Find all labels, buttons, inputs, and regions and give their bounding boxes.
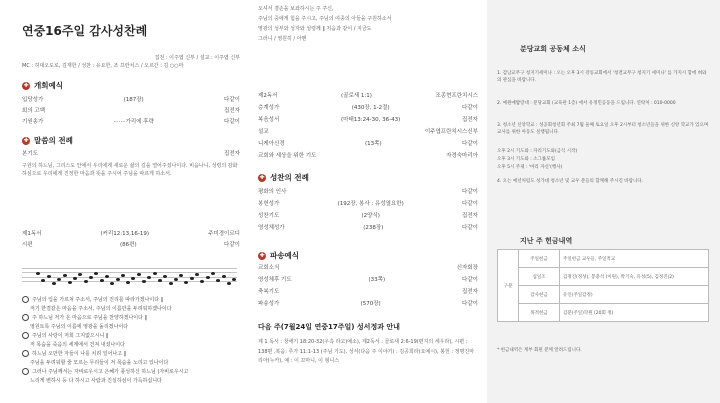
dismissal-row-detail	[279, 288, 462, 297]
response-text: 저 목숨을 죽음의 세계에서 건져 내셨나이다	[30, 342, 125, 348]
note-mark	[227, 282, 231, 285]
fund-title: 지난 주 헌금내역	[520, 237, 573, 245]
liturgy-row-detail	[269, 128, 425, 137]
eucharist-row-label: 성찬기도	[258, 213, 280, 219]
circle-icon	[22, 332, 29, 339]
eucharist-row-leader: 집전자	[462, 213, 478, 219]
credits	[22, 54, 240, 70]
eucharist-row-detail	[286, 188, 462, 197]
fund-table	[497, 249, 709, 322]
liturgy-row-leader: 조종현프란치시스	[435, 93, 478, 99]
note-mark	[174, 278, 178, 281]
page-title: 연중16주일 감사성찬례	[22, 24, 148, 38]
reading-row	[22, 241, 240, 250]
fund-footnote: * 헌금내역은 계부 회원 분께 알려드립니다.	[497, 348, 582, 353]
psalm-responses	[22, 296, 240, 386]
dismissal-row-detail	[279, 264, 456, 273]
dismissal-row	[258, 264, 478, 273]
reading-row-detail: (커리12:13,16-19)	[100, 231, 150, 237]
response-line	[22, 314, 240, 323]
fund-category: 감사헌금	[519, 286, 560, 304]
liturgy-row-leader: 다같이	[462, 141, 478, 147]
eucharist-row	[258, 200, 478, 209]
response-text: 주님을 두려워할 줄 모르는 무리들이 저 목숨을 노리고 있나이다	[30, 360, 169, 366]
opening-row-detail	[45, 107, 224, 116]
eucharist-row-label: 평화의 인사	[258, 189, 287, 195]
note-mark	[52, 282, 56, 285]
response-line	[22, 377, 240, 386]
response-text: 주 하느님 저가 온 마음으로 주님을 찬양하겠나이다 ‖	[32, 315, 148, 321]
fund-donors: 유인(주일감정)	[560, 286, 709, 304]
liturgy-row-label: 니케아신경	[258, 141, 285, 147]
liturgy-row-detail: (430장, 1-2절)	[351, 105, 390, 111]
note-mark	[100, 279, 104, 282]
note-mark	[63, 274, 67, 277]
liturgy-row-detail	[316, 152, 446, 161]
reading-row-leader: 다같이	[224, 242, 240, 248]
fund-row	[498, 268, 709, 286]
notice-item: 오후 3시 기도와 : 소그룹모임	[497, 157, 555, 162]
fund-donors: 김분(주일)학원 (20회 정)	[560, 304, 709, 322]
response-line	[22, 323, 240, 332]
liturgy-row-leader: 집전자	[462, 117, 478, 123]
dismissal-row-leader: 다같이	[462, 301, 478, 307]
collect-row	[22, 150, 240, 159]
fund-donors: 김정진(정성), 봉충석 (이원), 박기숙, 유성(5), 김정진(2)	[560, 268, 709, 286]
next-week-title: 다음 주(7월24일 연중17주일) 성서정과 안내	[258, 323, 400, 331]
fund-row	[498, 286, 709, 304]
credits-line2: MC : 허대오도로, 김재한 / 성찬 : 유요한, 조 프란치스 / 오르간 : 김 ○○마	[22, 63, 184, 69]
note-mark	[153, 272, 157, 275]
note-mark	[137, 273, 141, 276]
opening-row-detail: (187장)	[123, 97, 144, 103]
response-line	[22, 341, 240, 350]
eucharist-row-leader: 다같이	[462, 201, 478, 207]
liturgy-row-detail: (13쪽)	[365, 141, 382, 147]
note-mark	[142, 280, 146, 283]
eucharist-row-detail: (2양식)	[361, 213, 380, 219]
response-line	[22, 296, 240, 305]
section-dismissal	[258, 250, 299, 261]
fund-category: 목적헌금	[519, 304, 560, 322]
section-word	[22, 135, 73, 146]
opening-row	[22, 118, 240, 127]
collect-text: 구원의 하느님, 그리스도 안에서 우리에게 새로운 삶의 길을 열어주셨나이다. 비옵나니, 성령의 감화하심으로 우리에게 진정한 마음과 뜻을 주시어 주님을 따르게 하소서.	[22, 163, 238, 177]
liturgy-row	[258, 152, 478, 161]
fund-donors: 주일헌금 교우들, 주일적교	[560, 250, 709, 268]
liturgy-row	[258, 128, 478, 137]
reading-row	[22, 230, 240, 239]
response-text: 느리게 변하시 등 다 하시고 사람과 진실하심이 가득하십니다	[30, 378, 162, 384]
opening-row-detail: ·······가리에 후략	[113, 119, 154, 125]
fund-row	[498, 304, 709, 322]
liturgy-row-label: 제2독서	[258, 93, 278, 99]
note-mark	[206, 276, 210, 279]
section-dismissal-title: 파송예식	[270, 251, 299, 260]
reading-row-label: 제1독서	[22, 231, 42, 237]
circle-icon	[22, 350, 29, 357]
note-mark	[36, 272, 40, 275]
response-line	[22, 359, 240, 368]
liturgy-row-detail: (마태13:24-30, 36-43)	[341, 117, 401, 123]
circle-icon	[22, 296, 29, 303]
note-mark	[195, 273, 199, 276]
note-mark	[222, 275, 226, 278]
note-mark	[211, 272, 215, 275]
canticle-line: 주님의 중에게 힘을 주시고, 주님의 여종의 아들을 구원하소서	[258, 16, 392, 22]
response-text: 영원토록 주님의 이름에 영광을 돌리겠나이다	[30, 324, 129, 330]
dismissal-row-label: 파송성가	[258, 301, 280, 307]
section-word-title: 말씀의 전례	[34, 136, 73, 145]
opening-row	[22, 96, 240, 105]
note-mark	[47, 275, 51, 278]
reading-row-label: 시편	[22, 242, 33, 248]
cross-icon: ✚	[23, 81, 29, 89]
opening-row-label: 기원송가	[22, 119, 44, 125]
cross-icon: ✚	[259, 173, 265, 181]
liturgy-row-label: 층계성가	[258, 105, 280, 111]
notice-item: 2. 예원예밥랑대 : 분당교회 (교육관 1층) 에서 유정민공동을 드립니다. 연락처 : 010-0000	[497, 101, 676, 106]
liturgy-row-leader: 자경숙마리아	[446, 153, 478, 159]
eucharist-row	[258, 224, 478, 233]
opening-row-leader: 다같이	[224, 97, 240, 103]
response-line	[22, 332, 240, 341]
dismissal-row-label: 영성체후 기도	[258, 277, 292, 283]
response-text: 주님의 사랑이 저희 그지없으시니 ‖	[32, 333, 109, 339]
dismissal-row-leader: 신자회장	[456, 265, 478, 271]
liturgy-row	[258, 116, 478, 125]
circle-icon	[22, 368, 29, 375]
credits-line1: 집전 : 이주엽 신부 / 설교 : 이주엽 신부	[154, 55, 240, 61]
note-mark	[84, 280, 88, 283]
notice-item: 오후 2시 기도와 : 자리기도와(금식 시작)	[497, 149, 578, 154]
dismissal-row-leader: 다같이	[462, 277, 478, 283]
response-text: 하느님 오만한 자들이 나를 치려 일어나고 ‖	[32, 351, 127, 357]
opening-row	[22, 107, 240, 116]
dismissal-row-detail: (33쪽)	[368, 277, 386, 283]
eucharist-row-leader: 다같이	[462, 225, 478, 231]
dismissal-row	[258, 300, 478, 309]
canticle-text	[258, 4, 476, 44]
notice-title: 분당교회 공동체 소식	[520, 45, 586, 53]
liturgy-row-detail: (골로새 1:1)	[341, 93, 372, 99]
canticle-line: 영광의 성부와 성자와 성령께 ‖ 처음과 같이 / 지금도	[258, 26, 372, 32]
note-mark	[68, 281, 72, 284]
eucharist-row-label: 영성체성가	[258, 225, 285, 231]
reading-row-leader: 주미경이르디	[208, 231, 240, 237]
note-mark	[116, 278, 120, 281]
canticle-line: 오셔서 겸손을 보좌하시는 주 주신,	[258, 6, 334, 12]
notice-item: 오후 5시 주제 : '마리 자신'(행사)	[497, 165, 563, 170]
cross-icon: ✚	[23, 136, 29, 144]
eucharist-row	[258, 212, 478, 221]
collect-leader: 집전자	[224, 151, 240, 157]
dismissal-row-label: 교회소식	[258, 265, 280, 271]
response-line	[22, 305, 240, 314]
section-eucharist-title: 성찬의 전례	[270, 173, 309, 182]
dismissal-row-label: 축복기도	[258, 289, 280, 295]
circle-icon	[22, 314, 29, 321]
response-line	[22, 368, 240, 377]
dismissal-row-detail: (570장)	[360, 301, 381, 307]
liturgy-row	[258, 140, 478, 149]
cross-icon: ✚	[259, 251, 265, 259]
fund-category: 십일조	[519, 268, 560, 286]
response-text: 그러나 주님께서는 자비로우시고 은혜가 풍성하신 하느님 (자비로우시고	[32, 369, 189, 375]
note-mark	[190, 277, 194, 280]
dismissal-row	[258, 288, 478, 297]
response-text: 저기 한결같은 마음을 주소서, 주님의 이름만을 두려워하겠나이다	[30, 306, 172, 312]
section-eucharist	[258, 172, 309, 183]
right-panel	[487, 0, 720, 403]
note-mark	[89, 276, 93, 279]
opening-row-leader: 집전자	[224, 108, 240, 114]
liturgy-row-label: 복음성서	[258, 117, 280, 123]
music-staff	[22, 262, 237, 292]
section-opening	[22, 80, 63, 91]
liturgy-row-leader: 이주엽프란치시스신부	[424, 129, 478, 135]
notice-item: 1. 감남교무구 청지기세미나 : 오는 오후 3시 강동교회에서 '청결교무구 청지기 세미나' 를 가지시 함에 혀와의 관심을 바랍니다.	[497, 71, 707, 83]
note-mark	[105, 275, 109, 278]
note-mark	[158, 279, 162, 282]
eucharist-row-detail: (238장)	[363, 225, 384, 231]
fund-category: 주일헌금	[519, 250, 560, 268]
eucharist-row-leader: 다같이	[462, 189, 478, 195]
liturgy-row-label: 교회와 세상을 위한 기도	[258, 153, 317, 159]
liturgy-row	[258, 92, 478, 101]
fund-row	[498, 250, 709, 268]
opening-row-label: 입당성가	[22, 97, 44, 103]
reading-row-detail: (86편)	[120, 242, 137, 248]
eucharist-row	[258, 188, 478, 197]
dismissal-row-leader: 집전자	[462, 289, 478, 295]
note-mark	[169, 282, 173, 285]
note-mark	[121, 274, 125, 277]
canticle-line: 그러니 / 영원히 / 아멘	[258, 36, 307, 42]
dismissal-row	[258, 276, 478, 285]
next-week-text: 제 1 독서 : 창세기 18:20-32(우측 라고)예소), 제2독서 : 골로새 2:6-19(편지의 세우라), 시편 : 138편 ,복음: 루가 11:1-13 (주님 기도), 성서(다음 주 이야기) : 김공희라(요예시), 봉헌 : 정명진마리아(누카), 예 : 이 꼬마니, 이 형니스	[258, 339, 475, 364]
fund-header: 구분	[498, 250, 519, 322]
notice-item: 3. 청소년 신앙학교 : 성공회청년회 주최 7월 둘째 토요일 오후 2시부터 청소년들을 위한 신앙 학교가 있으며 교사를 위한 아동도 실행됩니다.	[497, 123, 709, 135]
response-text: 주님의 입을 가르쳐 주소서, 주님의 진리를 따라가겠나이다 ‖	[32, 297, 164, 303]
liturgy-row	[258, 104, 478, 113]
collect-label: 본기도	[22, 151, 38, 157]
response-line	[22, 350, 240, 359]
section-opening-title: 개회예식	[34, 81, 63, 90]
liturgy-row-label: 설교	[258, 129, 269, 135]
liturgy-row-leader: 다같이	[462, 105, 478, 111]
notice-item: 4. 오는 예년처럼도 성가대 청소년 및 교우 분들의 함께해 주시길 바랍니다.	[497, 179, 644, 184]
eucharist-row-detail: (192장, 봉사 : 유성열요한)	[337, 201, 404, 207]
opening-row-label: 회의 고백	[22, 108, 46, 114]
opening-row-leader: 다같이	[224, 119, 240, 125]
eucharist-row-label: 봉헌성가	[258, 201, 280, 207]
